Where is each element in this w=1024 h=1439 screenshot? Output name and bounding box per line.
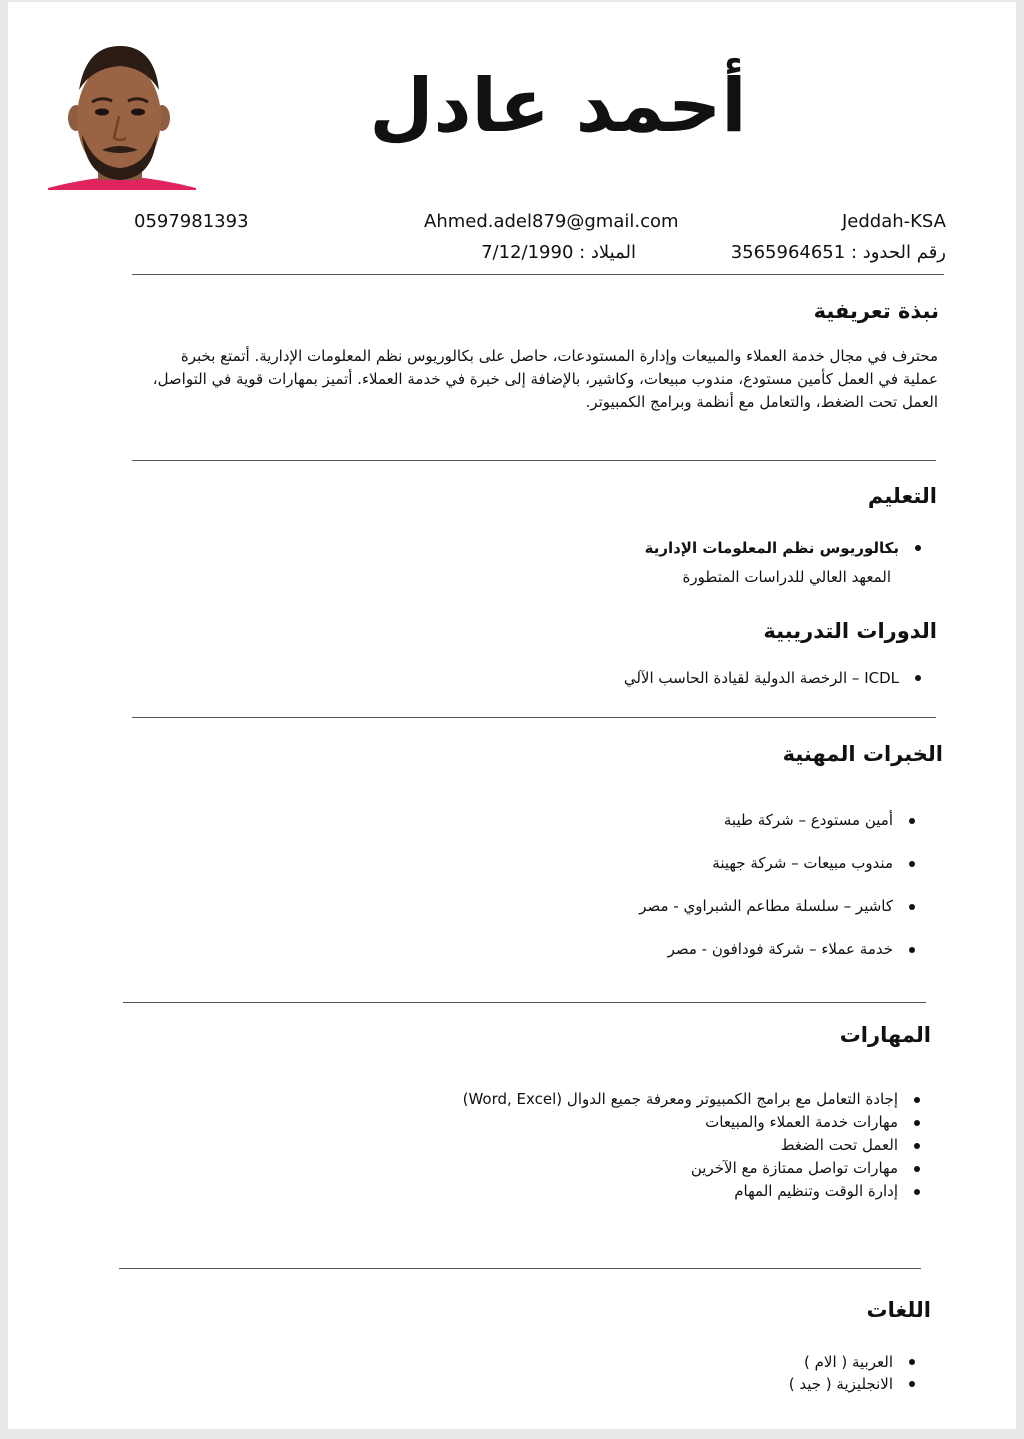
skills-list xyxy=(463,1088,924,1203)
language-item: العربية ( الام ) xyxy=(789,1351,919,1373)
candidate-name: أحمد عادل xyxy=(369,63,747,149)
education-degree: بكالوريوس نظم المعلومات الإدارية xyxy=(645,539,925,557)
courses-heading: الدورات التدريبية xyxy=(763,619,937,643)
skills-heading: المهارات xyxy=(839,1023,931,1047)
experience-heading: الخبرات المهنية xyxy=(782,742,943,766)
language-item: الانجليزية ( جيد ) xyxy=(789,1373,919,1395)
birth-date: الميلاد : 7/12/1990 xyxy=(481,242,636,263)
skill-item: مهارات تواصل ممتازة مع الآخرين xyxy=(463,1157,924,1180)
border-number: رقم الحدود : 3565964651 xyxy=(730,242,946,263)
divider xyxy=(132,274,944,275)
email-address[interactable]: Ahmed.adel879@gmail.com xyxy=(424,211,679,232)
skill-item: العمل تحت الضغط xyxy=(463,1134,924,1157)
experience-item: كاشير – سلسلة مطاعم الشبراوي - مصر xyxy=(639,885,919,928)
experience-item: مندوب مبيعات – شركة جهينة xyxy=(639,842,919,885)
divider xyxy=(119,1268,921,1269)
divider xyxy=(132,717,936,718)
phone-number: 0597981393 xyxy=(134,211,249,232)
languages-list xyxy=(789,1351,919,1395)
divider xyxy=(123,1002,926,1003)
languages-heading: اللغات xyxy=(866,1298,931,1322)
education-heading: التعليم xyxy=(867,484,937,508)
divider xyxy=(132,460,936,461)
skill-item: مهارات خدمة العملاء والمبيعات xyxy=(463,1111,924,1134)
education-institute: المعهد العالي للدراسات المتطورة xyxy=(682,568,891,586)
courses-list xyxy=(624,669,925,687)
experience-item: خدمة عملاء – شركة فودافون - مصر xyxy=(639,928,919,971)
course-item: ICDL – الرخصة الدولية لقيادة الحاسب الآلي xyxy=(624,669,925,687)
skill-item: إدارة الوقت وتنظيم المهام xyxy=(463,1180,924,1203)
summary-text: محترف في مجال خدمة العملاء والمبيعات وإدارة المستودعات، حاصل على بكالوريوس نظم المعلومات الإدارية. أتمتع بخبرة عملية في العمل كأمين مستودع، مندوب مبيعات، وكاشير، بالإضافة إلى خبرة في خدمة العملاء. أتميز بمهارات قوية في التواصل، العمل تحت الضغط، والتعامل مع أنظمة وبرامج الكمبيوتر. xyxy=(152,347,938,411)
experience-list xyxy=(639,799,919,971)
location: Jeddah-KSA xyxy=(841,211,946,232)
education-list xyxy=(645,539,925,557)
profile-photo xyxy=(46,38,198,190)
skill-item: إجادة التعامل مع برامج الكمبيوتر ومعرفة جميع الدوال (Word, Excel) xyxy=(463,1088,924,1111)
experience-item: أمين مستودع – شركة طيبة xyxy=(639,799,919,842)
summary-heading: نبذة تعريفية xyxy=(813,299,939,323)
resume-page xyxy=(8,2,1016,1429)
